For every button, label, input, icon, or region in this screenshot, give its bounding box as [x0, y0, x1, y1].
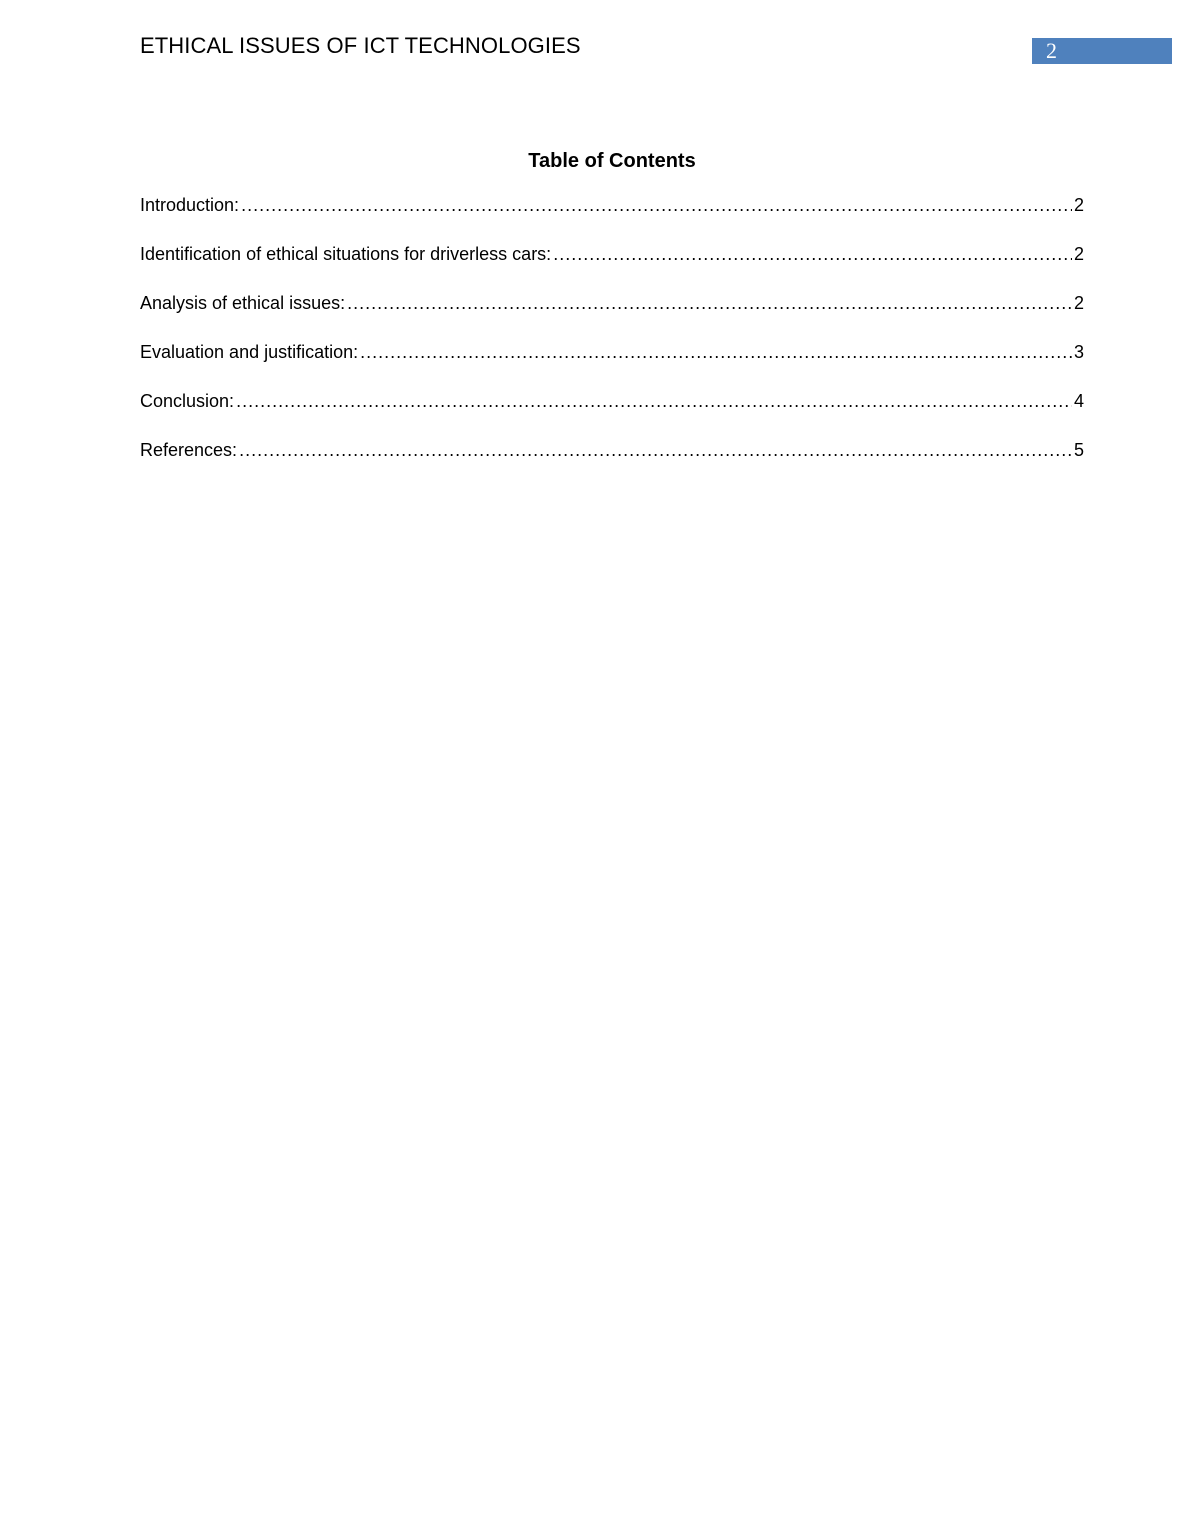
- toc-entry-page: 2: [1073, 244, 1084, 264]
- toc-entry-page: 2: [1073, 195, 1084, 215]
- running-header-title: ETHICAL ISSUES OF ICT TECHNOLOGIES: [140, 33, 581, 58]
- toc-entry-label: Conclusion:: [140, 391, 235, 411]
- toc-entry-references[interactable]: [140, 438, 1084, 487]
- toc-entry-page: 3: [1073, 342, 1084, 362]
- toc-entry-label: References:: [140, 440, 238, 460]
- toc-entry-page: 2: [1073, 293, 1084, 313]
- toc-entry-introduction[interactable]: [140, 193, 1084, 242]
- toc-dot-leader: [239, 438, 1072, 462]
- toc-entry-analysis[interactable]: [140, 291, 1084, 340]
- toc-entry-page: 4: [1073, 391, 1084, 411]
- toc-heading: Table of Contents: [528, 150, 696, 172]
- page-number: 2: [1046, 38, 1057, 63]
- page-number-badge: [1032, 38, 1172, 64]
- toc-entry-page: 5: [1073, 440, 1084, 460]
- toc-entry-label: Introduction:: [140, 195, 240, 215]
- toc-dot-leader: [236, 389, 1072, 413]
- toc-entry-label: Evaluation and justification:: [140, 342, 359, 362]
- toc-dot-leader: [347, 291, 1072, 315]
- toc-entry-conclusion[interactable]: [140, 389, 1084, 438]
- toc-entry-label: Analysis of ethical issues:: [140, 293, 346, 313]
- toc-entry-evaluation[interactable]: [140, 340, 1084, 389]
- toc-dot-leader: [553, 242, 1072, 266]
- toc-entry-label: Identification of ethical situations for driverless cars:: [140, 244, 552, 264]
- toc-entry-identification[interactable]: [140, 242, 1084, 291]
- toc-dot-leader: [360, 340, 1072, 364]
- table-of-contents: [140, 193, 1084, 487]
- toc-dot-leader: [241, 193, 1072, 217]
